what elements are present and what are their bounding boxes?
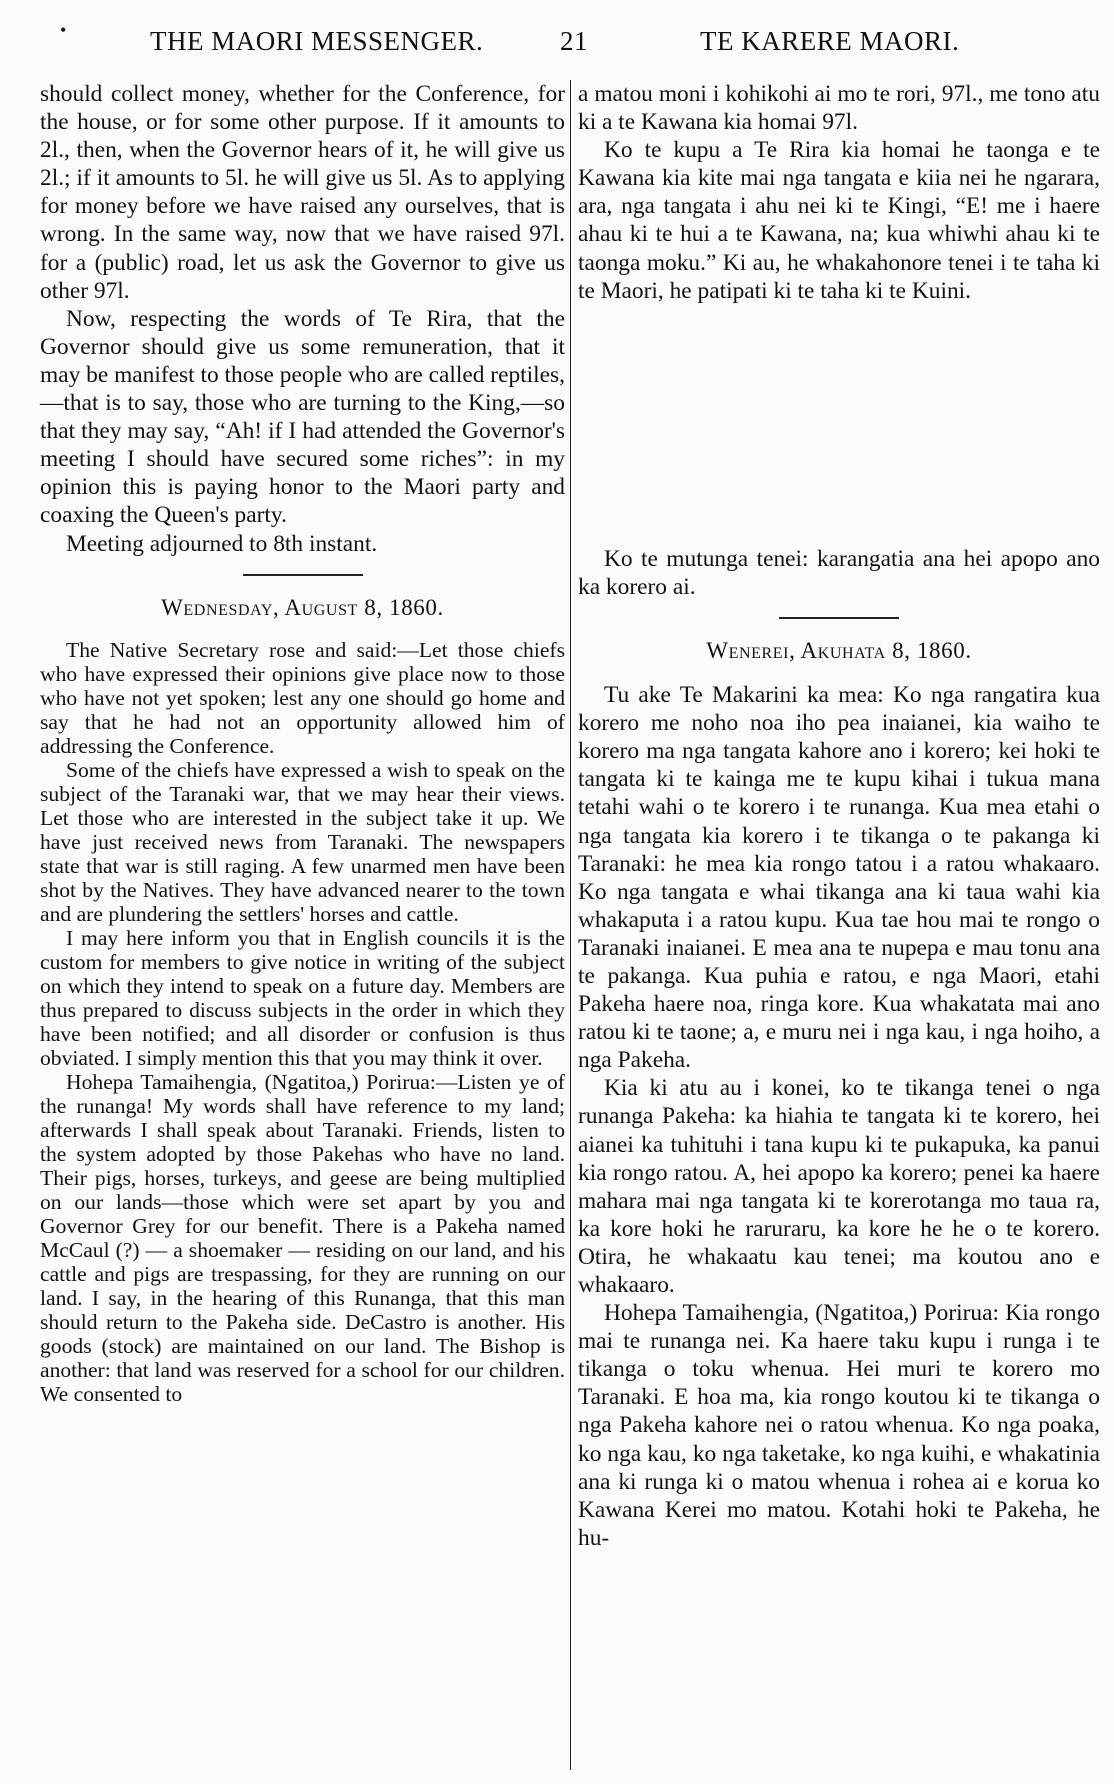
section-separator <box>779 617 899 619</box>
english-column <box>40 80 565 1406</box>
english-paragraph-6: I may here inform you that in English councils it is the custom for members to give notice in writing of the subject on which they intend to speak on a future day. Members are thus prepared to discuss subjects in the order in which they have been notified; and all disorder or confusion is thus obviated. I simply mention this that you may think it over. <box>40 925 565 1070</box>
column-gap <box>578 305 1100 545</box>
page-header <box>0 18 1114 62</box>
maori-date-heading: Wenerei, Akuhata 8, 1860. <box>706 637 972 663</box>
maori-paragraph-6: Hohepa Tamaihengia, (Ngatitoa,) Porirua: Kia rongo mai te runanga nei. Ka haere taku kupu i runga i te tikanga o toku whenua. Hei muri te korero mo Taranaki. E hoa ma, kia rongo koutou ki te tikanga o nga Pakeha kahore nei o ratou whenua. Ko nga poaka, ko nga kau, ko nga taketake, ko nga kuihi, e whakatinia ana ki runga ki o matou whenua i rohea ai e korua ko Kawana Kerei mo matou. Kotahi hoki te Pakeha, he hu- <box>578 1300 1100 1551</box>
english-paragraph-3: Meeting adjourned to 8th instant. <box>66 530 378 557</box>
header-title-english: THE MAORI MESSENGER. <box>150 26 484 56</box>
maori-paragraph-1: a matou moni i kohikohi ai mo te rori, 97l., me tono atu ki a te Kawana kia homai 97l. <box>578 81 1100 136</box>
english-paragraph-2: Now, respecting the words of Te Rira, that the Governor should give us some remuneration, that it may be manifest to those people who are called reptiles,—that is to say, those who are turning to the King,—so that they may say, “Ah! if I had attended the Governor's meeting I should have secured some riches”: in my opinion this is paying honor to the Maori party and coaxing the Queen's party. <box>40 305 565 529</box>
english-paragraph-1: should collect money, whether for the Conference, for the house, or for some other purpose. If it amounts to 2l., then, when the Governor hears of it, he will give us 2l.; if it amounts to 5l. he will give us 5l. As to applying for money before we have raised any ourselves, that is wrong. In the same way, now that we have raised 97l. for a (public) road, let us ask the Governor to give us other 97l. <box>40 81 565 304</box>
english-date-heading: Wednesday, August 8, 1860. <box>161 594 444 620</box>
page-number: 21 <box>560 26 588 56</box>
maori-paragraph-5: Kia ki atu au i konei, ko te tikanga tenei o nga runanga Pakeha: ka hiahia te tangata ki te korero, hei aianei ka tuhituhi i tana kupu ki te pukapuka, ka panui kia rongo ratou. A, hei apopo ka korero; penei ka haere mahara mai nga tangata ki te korerotanga mo taua ra, ka kore hoki he raruraru, ka kore he he o te korero. Otira, he whakaatu kau tenei; ma koutou ano e whakaaro. <box>578 1075 1100 1298</box>
maori-paragraph-4: Tu ake Te Makarini ka mea: Ko nga rangatira kua korero me noho noa iho pea inaianei, kia waiho te korero ma nga tangata kahore ano i korero; kei hoki te tangata ki te kainga me te kupu kihai i tukua mana tetahi wahi o te korero i te runanga. Kua mea etahi o nga tangata kia korero i te tikanga o te pakanga ki Taranaki: he mea kia rongo tatou i a ratou whakaaro. Ko nga tangata e whai tikanga ana ki taua wahi kia whakaputa i a ratou kupu. Kua tae hou mai te rongo o Taranaki inaianei. E mea ana te nupepa e mau tonu ana te pakanga. Kua puhia e ratou, e nga Maori, etahi Pakeha haere noa, ringa kore. Kua whakatata mai ano ratou ki te taone; a, e muru nei i nga kau, i nga hoiho, a nga Pakeha. <box>578 682 1100 1074</box>
header-title-maori: TE KARERE MAORI. <box>700 26 960 56</box>
column-divider <box>570 80 571 1770</box>
header-marker: • <box>60 20 67 40</box>
maori-paragraph-3: Ko te mutunga tenei: karangatia ana hei apopo ano ka korero ai. <box>578 545 1100 600</box>
english-paragraph-7: Hohepa Tamaihengia, (Ngatitoa,) Porirua:—Listen ye of the runanga! My words shall have reference to my land; afterwards I shall speak about Taranaki. Friends, listen to the system adopted by those Pakehas who have no land. Their pigs, horses, turkeys, and geese are being multiplied on our lands—those which were set apart by you and Governor Grey for our benefit. There is a Pakeha named McCaul (?) — a shoemaker — residing on our land, and his cattle and pigs are trespassing, for they are running on our land. I say, in the hearing of this Runanga, that this man should return to the Pakeha side. DeCastro is another. His goods (stock) are maintained on our land. The Bishop is another: that land was reserved for a school for our children. We consented to <box>40 1069 565 1406</box>
section-separator <box>243 574 363 576</box>
english-paragraph-5: Some of the chiefs have expressed a wish to speak on the subject of the Taranaki war, that we may hear their views. Let those who are interested in the subject take it up. We have just received news from Taranaki. The newspapers state that war is still raging. A few unarmed men have been shot by the Natives. They have advanced nearer to the town and are plundering the settlers' horses and cattle. <box>40 757 565 926</box>
maori-paragraph-2: Ko te kupu a Te Rira kia homai he taonga e te Kawana kia kite mai nga tangata e kiia nei he ngarara, ara, nga tangata i ahu nei ki te Kingi, “E! me i haere ahau ki te hui a te Kawana, na; kua whiwhi ahau ki te taonga moku.” Ki au, he whakahonore tenei i te taha ki te Maori, he patipati ki te taha ki te Kuini. <box>578 137 1100 304</box>
maori-column <box>578 80 1100 1552</box>
english-paragraph-4: The Native Secretary rose and said:—Let those chiefs who have expressed their opinions give place now to those who have not yet spoken; lest any one should go home and say that he had not an opportunity allowed him of addressing the Conference. <box>40 637 565 758</box>
